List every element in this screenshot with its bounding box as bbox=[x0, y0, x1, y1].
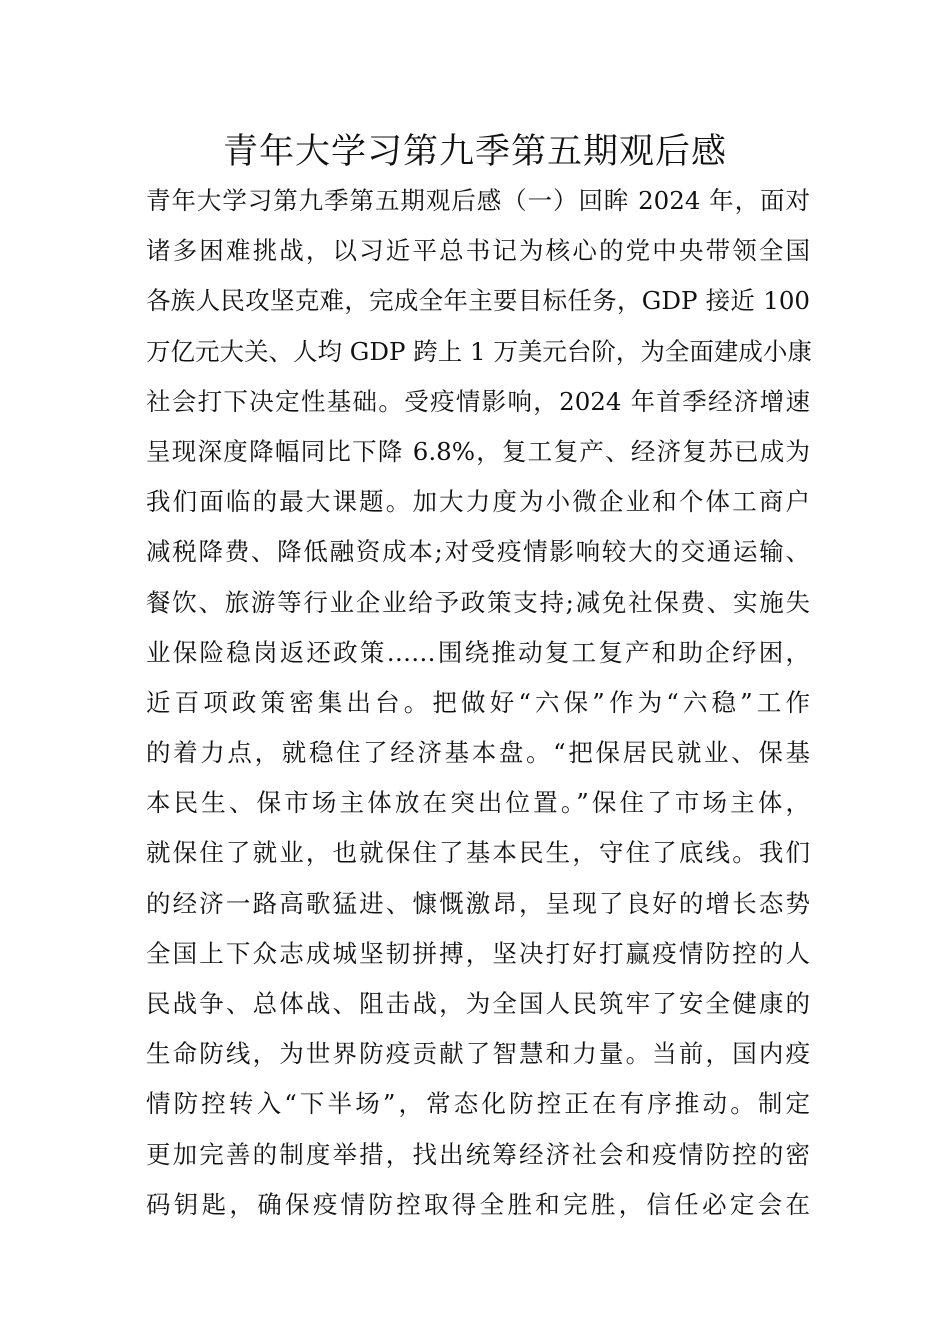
document-body bbox=[146, 176, 810, 1230]
body-line: 社会打下决定性基础。受疫情影响，2024 年首季经济增速 bbox=[146, 386, 810, 416]
body-line: 餐饮、旅游等行业企业给予政策支持;减免社保费、实施失 bbox=[146, 587, 810, 617]
body-line: 我们面临的最大课题。加大力度为小微企业和个体工商户 bbox=[146, 487, 810, 517]
document-title: 青年大学习第九季第五期观后感 bbox=[222, 132, 727, 172]
body-line: 的经济一路高歌猛进、慷慨激昂，呈现了良好的增长态势 bbox=[146, 888, 810, 918]
body-line: 本民生、保市场主体放在突出位置。”保住了市场主体， bbox=[146, 788, 810, 818]
body-line: 码钥匙，确保疫情防控取得全胜和完胜，信任必定会在 bbox=[146, 1189, 810, 1219]
body-line: 业保险稳岗返还政策……围绕推动复工复产和助企纾困， bbox=[146, 637, 810, 667]
body-line: 近百项政策密集出台。把做好“六保”作为“六稳”工作 bbox=[146, 687, 810, 717]
body-line: 青年大学习第九季第五期观后感（一）回眸 2024 年，面对 bbox=[146, 186, 810, 215]
body-line: 的着力点，就稳住了经济基本盘。“把保居民就业、保基 bbox=[146, 738, 810, 768]
body-line: 全国上下众志成城坚韧拼搏，坚决打好打赢疫情防控的人 bbox=[146, 938, 810, 968]
body-line: 诸多困难挑战，以习近平总书记为核心的党中央带领全国 bbox=[146, 236, 810, 266]
body-line: 就保住了就业，也就保住了基本民生，守住了底线。我们 bbox=[146, 838, 810, 868]
body-line: 情防控转入“下半场”，常态化防控正在有序推动。制定 bbox=[146, 1089, 810, 1119]
body-line: 更加完善的制度举措，找出统筹经济社会和疫情防控的密 bbox=[146, 1139, 810, 1169]
body-line: 各族人民攻坚克难，完成全年主要目标任务，GDP 接近 100 bbox=[146, 286, 810, 316]
body-line: 呈现深度降幅同比下降 6.8%，复工复产、经济复苏已成为 bbox=[146, 436, 810, 466]
body-line: 万亿元大关、人均 GDP 跨上 1 万美元台阶，为全面建成小康 bbox=[146, 336, 812, 366]
body-line: 减税降费、降低融资成本;对受疫情影响较大的交通运输、 bbox=[146, 537, 810, 567]
body-line: 生命防线，为世界防疫贡献了智慧和力量。当前，国内疫 bbox=[146, 1039, 810, 1069]
body-line: 民战争、总体战、阻击战，为全国人民筑牢了安全健康的 bbox=[146, 989, 810, 1018]
